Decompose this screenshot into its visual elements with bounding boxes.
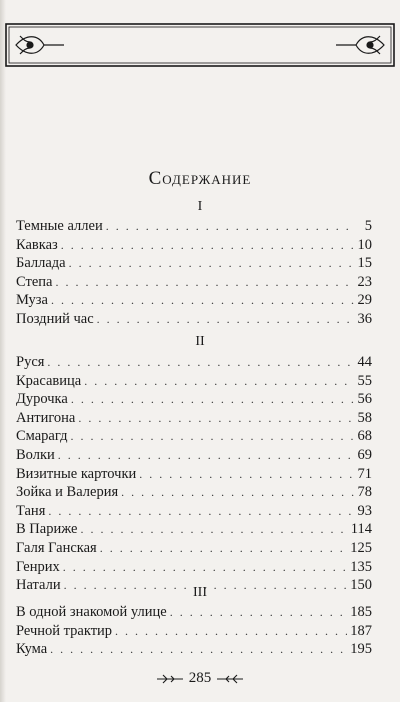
right-ornament-icon [215,674,245,684]
dot-leader [51,291,355,310]
toc-section-1 [16,217,372,329]
dot-leader [106,217,355,236]
entry-title: Кавказ [16,236,58,253]
entry-page: 135 [350,558,372,575]
entry-page: 71 [357,465,372,482]
entry-title: Смарагд [16,428,68,445]
section-numeral: III [193,585,207,600]
entry-page: 78 [357,484,372,501]
entry-title: Галя Ганская [16,539,97,556]
entry-title: Речной трактир [16,622,113,639]
toc-entry[interactable] [16,310,372,329]
entry-page: 55 [357,372,372,389]
entry-page: 125 [350,539,372,556]
entry-title: Волки [16,446,55,463]
left-ornament-icon [155,674,185,684]
dot-leader [71,390,355,409]
toc-entry[interactable] [16,640,372,659]
entry-title: Баллада [16,255,66,272]
entry-page: 68 [357,428,372,445]
entry-page: 58 [357,409,372,426]
dot-leader [121,483,354,502]
entry-title: Визитные карточки [16,465,137,482]
dot-leader [61,236,355,255]
entry-title: Зойка и Валерия [16,484,119,501]
toc-entry[interactable] [16,291,372,310]
toc-entry[interactable] [16,520,372,539]
dot-leader [69,254,355,273]
toc-section-3 [16,603,372,659]
entry-page: 10 [357,236,372,253]
entry-page: 56 [357,391,372,408]
toc-entry[interactable] [16,465,372,484]
entry-title: Муза [16,292,48,309]
entry-page: 187 [350,622,372,639]
header-ornament [4,22,396,68]
dot-leader [97,310,355,329]
entry-title: В Париже [16,521,78,538]
entry-title: Красавица [16,372,82,389]
entry-page: 150 [350,577,372,594]
toc-entry[interactable] [16,502,372,521]
dot-leader [55,273,354,292]
dot-leader [63,558,348,577]
left-flourish-icon [16,36,64,54]
right-flourish-icon [336,36,384,54]
entry-page: 29 [357,292,372,309]
entry-page: 15 [357,255,372,272]
dot-leader [70,427,354,446]
toc-entry[interactable] [16,353,372,372]
dot-leader [48,502,354,521]
toc-entry[interactable] [16,539,372,558]
dot-leader [170,603,348,622]
entry-title: Натали [16,577,61,594]
dot-leader [100,539,348,558]
entry-page: 195 [350,641,372,658]
toc-entry[interactable] [16,427,372,446]
toc-entry[interactable] [16,446,372,465]
entry-page: 36 [357,310,372,327]
section-numeral: II [195,334,205,349]
dot-leader [84,372,354,391]
section-numeral: I [197,199,203,214]
toc-entry[interactable] [16,603,372,622]
page-number: 285 [188,670,212,686]
toc-title: Содержание [148,168,252,189]
entry-page: 93 [357,502,372,519]
entry-page: 185 [350,604,372,620]
toc-entry[interactable] [16,622,372,641]
entry-page: 44 [357,354,372,370]
toc-entry[interactable] [16,254,372,273]
toc-section-2 [16,353,372,595]
entry-title: Руся [16,354,45,370]
toc-entry[interactable] [16,483,372,502]
toc-entry[interactable] [16,409,372,428]
entry-title: Антигона [16,409,76,426]
entry-title: Кума [16,641,48,658]
toc-entry[interactable] [16,390,372,409]
dot-leader [80,520,347,539]
entry-title: Дурочка [16,391,68,408]
toc-entry[interactable] [16,372,372,391]
toc-entry[interactable] [16,236,372,255]
entry-page: 114 [350,521,372,538]
dot-leader [58,446,355,465]
dot-leader [78,409,354,428]
entry-title: Степа [16,273,53,290]
entry-page: 69 [357,446,372,463]
toc-entry[interactable] [16,558,372,577]
entry-title: Темные аллеи [16,218,103,234]
dot-leader [50,640,347,659]
entry-title: Поздний час [16,310,94,327]
entry-page: 23 [357,273,372,290]
toc-entry[interactable] [16,217,372,236]
entry-title: В одной знакомой улице [16,604,167,620]
dot-leader [139,465,354,484]
dot-leader [115,622,347,641]
page-footer [0,670,400,687]
toc-entry[interactable] [16,273,372,292]
entry-title: Генрих [16,558,60,575]
entry-title: Таня [16,502,46,519]
dot-leader [47,353,354,372]
entry-page: 5 [364,218,372,234]
